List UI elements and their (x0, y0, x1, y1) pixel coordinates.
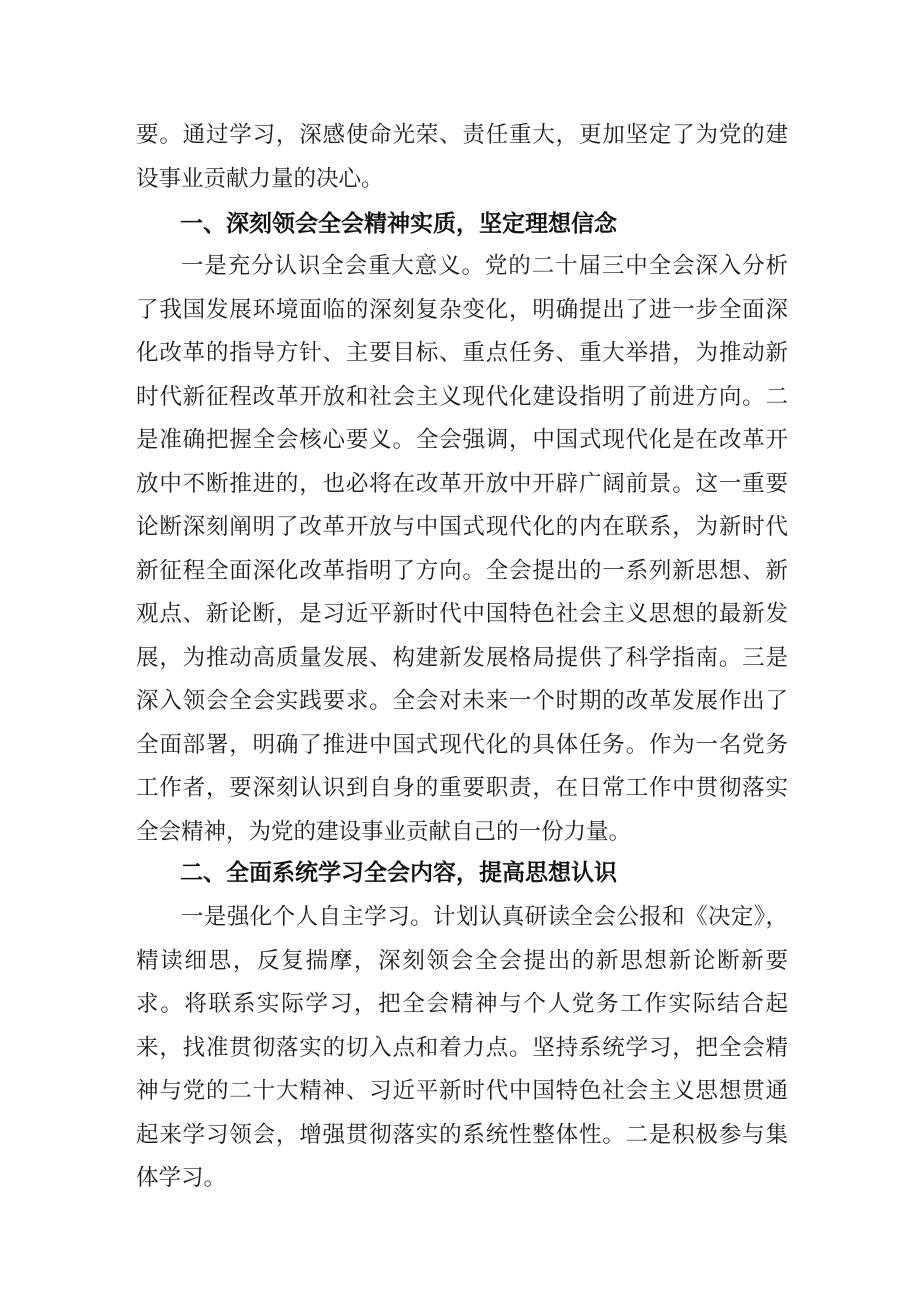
intro-continuation-paragraph: 要。通过学习，深感使命光荣、责任重大，更加坚定了为党的建设事业贡献力量的决心。 (136, 122, 788, 192)
section-heading-1: 一、深刻领会全会精神实质，坚定理想信念 (180, 211, 617, 237)
section-2-paragraph: 一是强化个人自主学习。计划认真研读全会公报和《决定》，精读细思，反复揣摩，深刻领会全会提出的新思想新论断新要求。将联系实际学习，把全会精神与个人党务工作实际结合起来，找准贯彻落实的切入点和着力点。坚持系统学习，把全会精神与党的二十大精神、习近平新时代中国特色社会主义思想贯通起来学习领会，增强贯彻落实的系统性整体性。二是积极参与集体学习。 (136, 904, 788, 1191)
section-heading-2: 二、全面系统学习全会内容，提高思想认识 (180, 860, 617, 886)
section-1-paragraph: 一是充分认识全会重大意义。党的二十届三中全会深入分析了我国发展环境面临的深刻复杂变化，明确提出了进一步全面深化改革的指导方针、主要目标、重点任务、重大举措，为推动新时代新征程改革开放和社会主义现代化建设指明了前进方向。二是准确把握全会核心要义。全会强调，中国式现代化是在改革开放中不断推进的，也必将在改革开放中开辟广阔前景。这一重要论断深刻阐明了改革开放与中国式现代化的内在联系，为新时代新征程全面深化改革指明了方向。全会提出的一系列新思想、新观点、新论断，是习近平新时代中国特色社会主义思想的最新发展，为推动高质量发展、构建新发展格局提供了科学指南。三是深入领会全会实践要求。全会对未来一个时期的改革发展作出了全面部署，明确了推进中国式现代化的具体任务。作为一名党务工作者，要深刻认识到自身的重要职责，在日常工作中贯彻落实全会精神，为党的建设事业贡献自己的一份力量。 (136, 253, 788, 845)
